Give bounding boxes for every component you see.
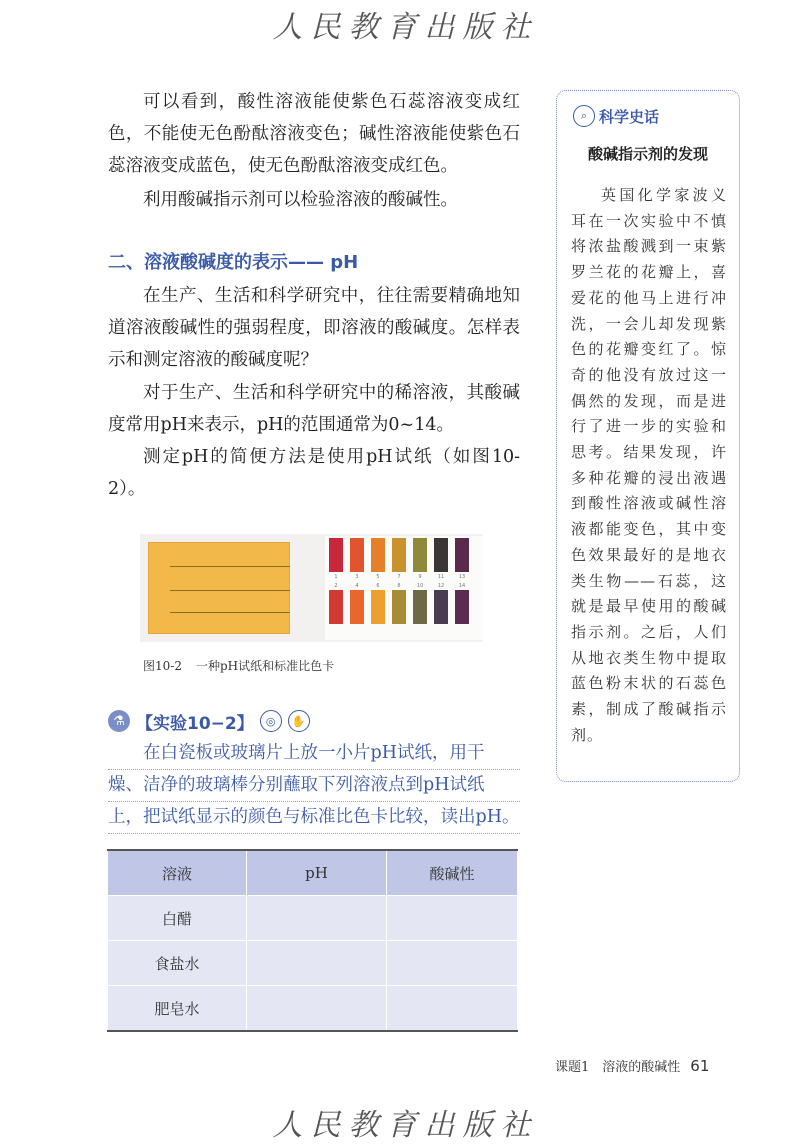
paragraph-ph-method: 测定pH的简便方法是使用pH试纸（如图10-2）。: [108, 447, 520, 499]
glove-icon: ✋: [288, 710, 310, 732]
color-swatch: [413, 538, 427, 572]
color-swatch: [329, 538, 343, 572]
color-swatch: [392, 538, 406, 572]
table-cell: [387, 896, 518, 941]
ph-number-label: 6: [376, 583, 380, 589]
table-cell: 肥皂水: [108, 986, 247, 1032]
experiment-line: 在白瓷板或玻璃片上放一小片pH试纸，用干: [108, 738, 520, 770]
color-swatch: [455, 538, 469, 572]
table-cell: [247, 941, 387, 986]
ph-number-label: 11: [437, 574, 445, 580]
sidebar-body: 英国化学家波义耳在一次实验中不慎将浓盐酸溅到一束紫罗兰花的花瓣上，喜爱花的他马上进行冲洗，一会儿却发现紫色的花瓣变红了。惊奇的他没有放过这一偶然的发现，而是进行了进一步的实验和思考。结果发现，许多种花瓣的浸出液遇到酸性溶液或碱性溶液都能变色，其中变色效果最好的是地衣类生物——石蕊，这就是最早使用的酸碱指示剂。之后，人们从地衣类生物中提取蓝色粉末状的石蕊色素，制成了酸碱指示剂。: [571, 186, 727, 744]
figure-caption-text: 一种pH试纸和标准比色卡: [195, 659, 335, 673]
sidebar-heading: [573, 105, 659, 127]
ph-test-paper: [148, 542, 290, 634]
ph-number-label: 10: [416, 583, 424, 589]
ph-number-label: 8: [397, 583, 401, 589]
ph-number-label: 4: [355, 583, 359, 589]
experiment-title: 【实验10−2】: [136, 713, 254, 734]
flask-icon: ⚗: [108, 710, 130, 732]
ph-number-label: 12: [437, 583, 445, 589]
experiment-instructions: [108, 738, 520, 834]
standard-color-chart: [325, 536, 483, 640]
figure-number: 图10-2: [143, 659, 182, 673]
footer-topic: 课题1 溶液的酸碱性: [555, 1060, 681, 1075]
ph-number-label: 14: [458, 583, 466, 589]
paragraph-acidity-degree: 在生产、生活和科学研究中，往往需要精确地知道溶液酸碱性的强弱程度，即溶液的酸碱度。怎样表示和测定溶液的酸碱度呢？: [108, 286, 520, 370]
color-swatch: [371, 538, 385, 572]
magnifier-icon: ⌕: [573, 105, 595, 127]
table-cell: 食盐水: [108, 941, 247, 986]
table-cell: 白醋: [108, 896, 247, 941]
ph-number-label: 7: [397, 574, 401, 580]
color-swatch: [392, 590, 406, 624]
paragraph-ph-range: 对于生产、生活和科学研究中的稀溶液，其酸碱度常用pH来表示，pH的范围通常为0~14。: [108, 383, 520, 435]
table-row: [108, 986, 518, 1032]
color-swatch: [350, 590, 364, 624]
experiment-heading: [108, 708, 310, 734]
page-footer: [555, 1056, 709, 1075]
ph-number-label: 3: [355, 574, 359, 580]
goggles-icon: ◎: [260, 710, 282, 732]
table-cell: [247, 986, 387, 1032]
experiment-line: 上，把试纸显示的颜色与标准比色卡比较，读出pH。: [108, 802, 520, 834]
color-swatch: [350, 538, 364, 572]
paragraph-indicator-use: 利用酸碱指示剂可以检验溶液的酸碱性。: [143, 190, 458, 210]
color-swatch: [413, 590, 427, 624]
color-swatch: [329, 590, 343, 624]
color-swatch: [434, 590, 448, 624]
page-number: 61: [690, 1057, 710, 1075]
paragraph-indicator-colors: 可以看到，酸性溶液能使紫色石蕊溶液变成红色，不能使无色酚酞溶液变色；碱性溶液能使紫色石蕊溶液变成蓝色，使无色酚酞溶液变成红色。: [108, 92, 520, 176]
results-table: [107, 849, 518, 1032]
ph-number-label: 5: [376, 574, 380, 580]
table-row: [108, 896, 518, 941]
column-header-ph: pH: [247, 850, 387, 896]
sidebar-label: 科学史话: [599, 107, 660, 126]
experiment-line: 燥、洁净的玻璃棒分别蘸取下列溶液点到pH试纸: [108, 770, 520, 802]
table-cell: [387, 941, 518, 986]
table-cell: [247, 896, 387, 941]
color-swatch: [371, 590, 385, 624]
ph-number-label: 9: [418, 574, 422, 580]
watermark-bottom: 人民教育出版社: [272, 1108, 539, 1143]
science-history-sidebar: [556, 90, 740, 782]
table-row: [108, 941, 518, 986]
table-cell: [387, 986, 518, 1032]
ph-number-label: 1: [334, 574, 338, 580]
color-swatch: [434, 538, 448, 572]
figure-caption: [143, 657, 334, 674]
ph-paper-figure: [140, 534, 483, 642]
section-heading: 二、溶液酸碱度的表示—— pH: [108, 252, 359, 273]
table-header-row: [108, 850, 518, 896]
column-header-acidity: 酸碱性: [387, 850, 518, 896]
color-swatch: [455, 590, 469, 624]
ph-number-label: 13: [458, 574, 466, 580]
watermark-top: 人民教育出版社: [272, 10, 539, 45]
column-header-solution: 溶液: [108, 850, 247, 896]
sidebar-title: 酸碱指示剂的发现: [587, 145, 708, 163]
ph-number-label: 2: [334, 583, 338, 589]
